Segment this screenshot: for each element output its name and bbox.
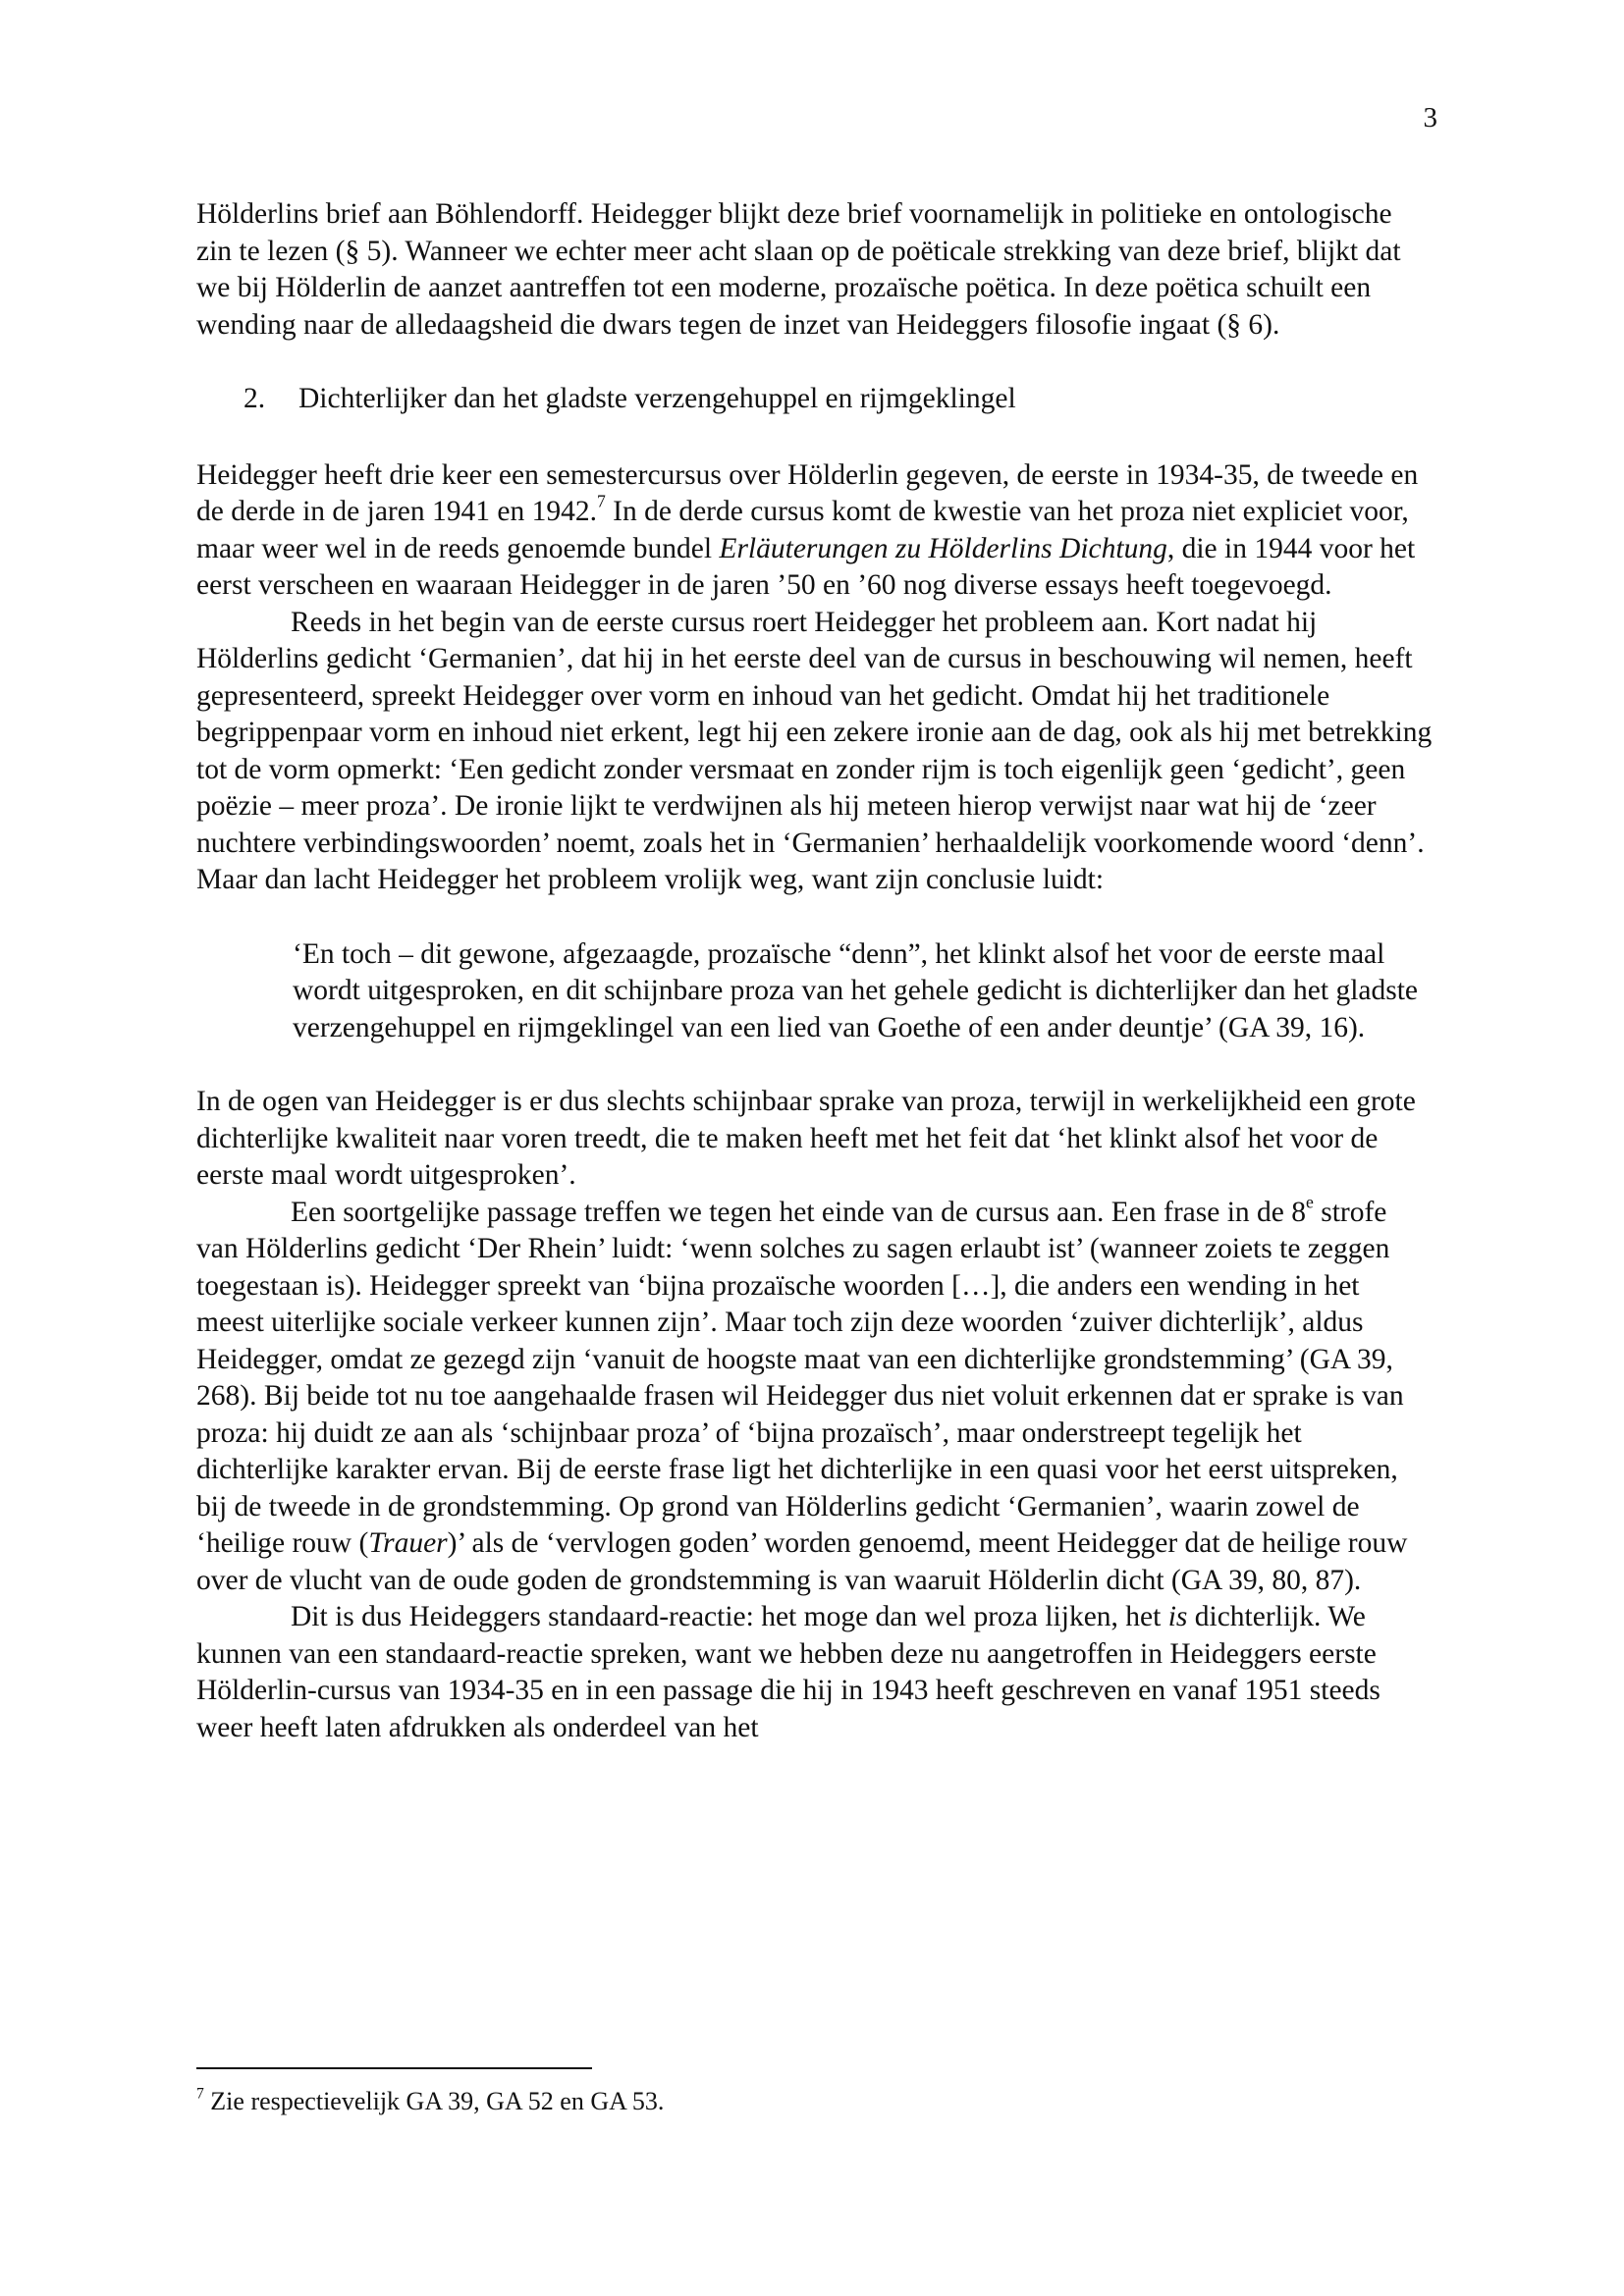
body-text: [196, 196, 1434, 1746]
intro-paragraph: Hölderlins brief aan Böhlendorff. Heidegger blijkt deze brief voornamelijk in politieke en ontologische zin te lezen (§ 5). Wanneer we echter meer acht slaan op de poëticale strekking van deze brief, blijkt dat we bij Hölderlin de aanzet aantreffen tot een moderne, prozaïsche poëtica. In deze poëtica schuilt een wending naar de alledaagsheid die dwars tegen de inzet van Heideggers filosofie ingaat (§ 6).: [196, 198, 1401, 341]
footnote: [196, 2085, 1434, 2118]
paragraph-4-text-c: )’ als de ‘vervlogen goden’ worden genoemd, meent Heidegger dat de heilige rouw over de vlucht van de oude goden de grondstemming is van waaruit Hölderlin dicht (GA 39, 80, 87).: [196, 1527, 1408, 1596]
section-heading: [196, 381, 1434, 418]
block-quote: ‘En toch – dit gewone, afgezaagde, prozaïsche “denn”, het klinkt alsof het voor de eerste maal wordt uitgesproken, en dit schijnbare proza van het gehele gedicht is dichterlijker dan het gladste verzengehuppel en rijmgeklingel van een lied van Goethe of een ander deuntje’ (GA 39, 16).: [293, 937, 1419, 1043]
italic-emphasis: is: [1167, 1601, 1188, 1632]
paragraph-3: In de ogen van Heidegger is er dus slechts schijnbaar sprake van proza, terwijl in werkelijkheid een grote dichterlijke kwaliteit naar voren treedt, die te maken heeft met het feit dat ‘het klinkt alsof het voor de eerste maal wordt uitgesproken’.: [196, 1086, 1416, 1191]
paragraph-2: Reeds in het begin van de eerste cursus roert Heidegger het probleem aan. Kort nadat hij Hölderlins gedicht ‘Germanien’, dat hij in het eerste deel van de cursus in beschouwing wil nemen, heeft gepresenteerd, spreekt Heidegger over vorm en inhoud van het gedicht. Omdat hij het traditionele begrippenpaar vorm en inhoud niet erkent, legt hij een zekere ironie aan de dag, ook als hij met betrekking tot de vorm opmerkt: ‘Een gedicht zonder versmaat en zonder rijm is toch eigenlijk geen ‘gedicht’, geen poëzie – meer proza’. De ironie lijkt te verdwijnen als hij meteen hierop verwijst naar wat hij de ‘zeer nuchtere verbindingswoorden’ noemt, zoals het in ‘Germanien’ herhaaldelijk voorkomende woord ‘denn’. Maar dan lacht Heidegger het probleem vrolijk weg, want zijn conclusie luidt:: [196, 606, 1433, 895]
footnote-text: Zie respectievelijk GA 39, GA 52 en GA 53.: [203, 2087, 665, 2115]
book-title: Erläuterungen zu Hölderlins Dichtung: [719, 532, 1167, 564]
paragraph-5-text-a: Dit is dus Heideggers standaard-reactie: het moge dan wel proza lijken, het: [291, 1601, 1168, 1632]
paragraph-1-text-c: , die in 1944 voor het eerst verscheen en waaraan Heidegger in de jaren ’50 en ’60 nog diverse essays heeft toegevoegd.: [196, 532, 1416, 601]
paragraph-1: [196, 457, 1434, 605]
paragraph-5: [196, 1599, 1434, 1746]
footnote-divider: [196, 2067, 592, 2069]
paragraph-4-text-b: strofe van Hölderlins gedicht ‘Der Rhein’ luidt: ‘wenn solches zu sagen erlaubt ist’ (wanneer zoiets te zeggen toegestaan is). Heidegger spreekt van ‘bijna prozaïsche woorden […], die anders een wending in het meest uiterlijke sociale verkeer kunnen zijn’. Maar toch zijn deze woorden ‘zuiver dichterlijk’, aldus Heidegger, omdat ze gezegd zijn ‘vanuit de hoogste maat van een dichterlijke grondstemming’ (GA 39, 268). Bij beide tot nu toe aangehaalde frasen wil Heidegger dus niet voluit erkennen dat er sprake is van proza: hij duidt ze aan als ‘schijnbaar proza’ of ‘bijna prozaïsch’, maar onderstreept tegelijk het dichterlijke karakter ervan. Bij de eerste frase ligt het dichterlijke in een quasi voor het eerst uitspreken, bij de tweede in de grondstemming. Op grond van Hölderlins gedicht ‘Germanien’, waarin zowel de ‘heilige rouw (: [196, 1196, 1404, 1559]
footnote-reference: 7: [596, 491, 606, 511]
section-title: Dichterlijker dan het gladste verzengehuppel en rijmgeklingel: [298, 383, 1016, 414]
italic-term: Trauer: [368, 1527, 448, 1559]
paragraph-1-text-a: Heidegger heeft drie keer een semestercursus over Hölderlin gegeven, de eerste in 1934-35, de tweede en de derde in de jaren 1941 en 1942.: [196, 458, 1419, 527]
paragraph-1-text-b: In de derde cursus komt de kwestie van het proza niet expliciet voor, maar weer wel in de reeds genoemde bundel: [196, 496, 1409, 564]
paragraph-5-text-b: dichterlijk. We kunnen van een standaard-reactie spreken, want we hebben deze nu aangetroffen in Heideggers eerste Hölderlin-cursus van 1934-35 en in een passage die hij in 1943 heeft geschreven en vanaf 1951 steeds weer heeft laten afdrukken als onderdeel van het: [196, 1601, 1380, 1743]
section-number: 2.: [244, 383, 266, 414]
page-number: 3: [1423, 102, 1437, 133]
paragraph-4-text-a: Een soortgelijke passage treffen we tegen het einde van de cursus aan. Een frase in de 8: [291, 1196, 1306, 1228]
footnote-marker: 7: [196, 2085, 204, 2103]
paragraph-4: [196, 1192, 1434, 1600]
ordinal-superscript: e: [1306, 1192, 1314, 1212]
